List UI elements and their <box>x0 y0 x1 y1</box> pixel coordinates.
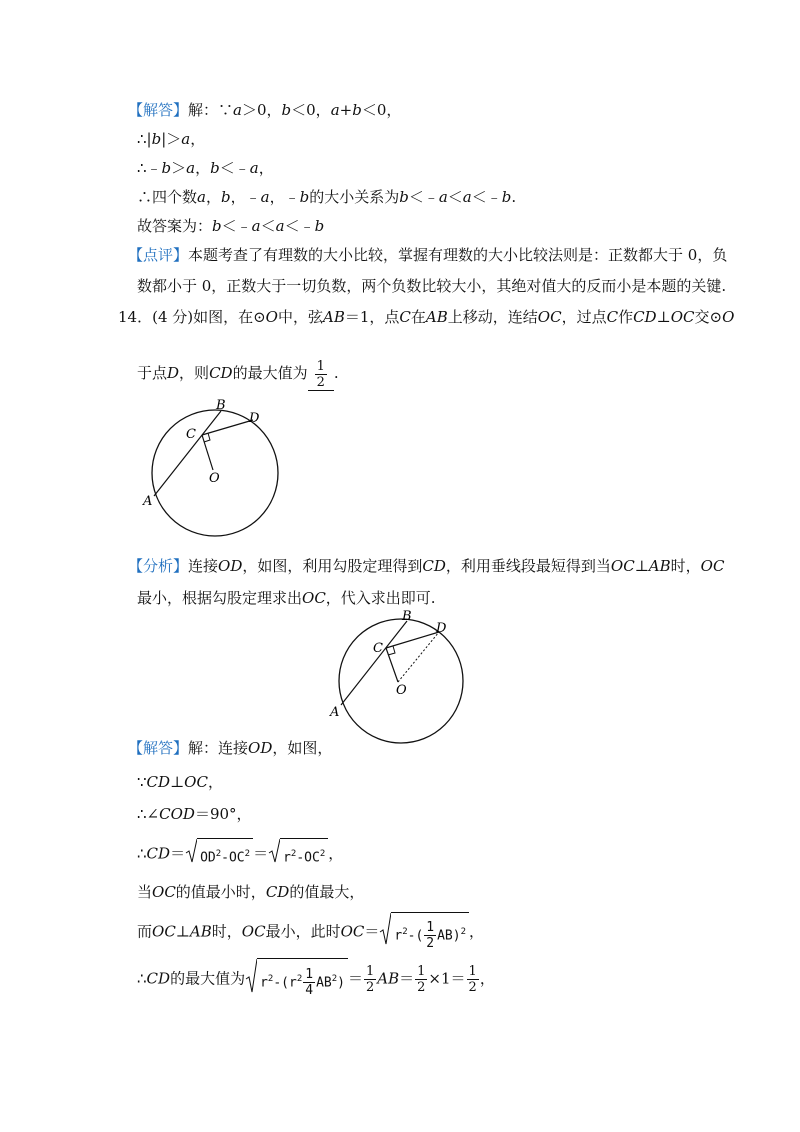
numerator: 1 <box>365 964 375 980</box>
numerator: 1 <box>305 967 314 983</box>
denominator: 2 <box>426 936 435 952</box>
solution2-line-7 <box>137 958 495 1001</box>
text: 上移动，连结 <box>447 308 538 326</box>
text: ＜﹣ <box>471 188 502 206</box>
solution-line-1 <box>128 100 401 120</box>
var: a <box>462 188 472 206</box>
text: ＝90°， <box>194 805 252 823</box>
var: b <box>314 217 325 235</box>
analysis-line-1 <box>128 556 724 576</box>
term: OC <box>304 850 320 866</box>
text: ∴∠ <box>137 805 160 823</box>
var: OC <box>152 883 176 901</box>
solution-line-2 <box>137 129 205 149</box>
var: OC <box>184 773 208 791</box>
text: ， <box>328 844 344 863</box>
var: CD <box>265 883 290 901</box>
analysis-line-2 <box>137 588 436 608</box>
var: b <box>220 188 231 206</box>
solution-line-5 <box>137 216 324 236</box>
text: ＜ <box>260 217 276 235</box>
text: ， <box>469 922 485 941</box>
text: 的最大值为 <box>232 364 308 382</box>
text: 故答案为： <box>137 217 213 235</box>
text: ，则 <box>179 364 210 382</box>
answer-tag: 【解答】 <box>128 101 189 119</box>
text: ∵ <box>137 773 147 791</box>
var: AB <box>648 557 671 575</box>
text: 数都小于 0，正数大于一切负数，两个负数比较大小，其绝对值大的反而小是本题的关键. <box>137 277 727 295</box>
text: ＜ <box>447 188 463 206</box>
label-o: O <box>396 683 407 698</box>
denominator: 4 <box>305 983 314 999</box>
text: 在 <box>410 308 426 326</box>
text: ∴四个数 <box>137 188 198 206</box>
label-d: D <box>436 621 447 636</box>
fraction <box>467 964 479 995</box>
text: ， <box>195 159 211 177</box>
text: ＝ <box>253 844 269 863</box>
text: ＜﹣ <box>219 159 250 177</box>
text: 最小，此时 <box>265 922 341 941</box>
var: AB <box>323 308 345 326</box>
term: r <box>394 928 403 944</box>
solution2-line-4 <box>137 838 343 871</box>
var: a <box>275 217 285 235</box>
denominator: 2 <box>365 980 375 996</box>
var: b <box>281 101 292 119</box>
var: OC <box>537 308 562 326</box>
var: AB <box>425 308 448 326</box>
text: 解：连接 <box>188 739 249 757</box>
segment-oc <box>202 435 213 470</box>
sqrt-expression: $r^2-OC^2$ <box>268 838 328 871</box>
var: AB <box>189 922 212 941</box>
comment-line-2 <box>137 276 726 296</box>
solution2-line-3 <box>137 804 252 824</box>
text: ＜﹣ <box>408 188 439 206</box>
question-14 <box>118 307 734 327</box>
var: CD <box>146 844 171 863</box>
text: 解：∵ <box>188 101 234 119</box>
segment-cd <box>386 632 439 648</box>
segment-cd <box>202 420 253 435</box>
fraction <box>364 964 376 995</box>
solution-line-3 <box>137 158 274 178</box>
comment-tag: 【点评】 <box>128 246 189 264</box>
var: D <box>167 364 180 382</box>
label-c: C <box>186 427 196 442</box>
numerator: 1 <box>468 964 477 980</box>
text: ∴ <box>137 969 147 988</box>
text: 的大小关系为 <box>309 188 400 206</box>
text: ⊥ <box>634 557 649 575</box>
text: ＜﹣ <box>221 217 252 235</box>
var: C <box>399 308 411 326</box>
text: ，利用垂线段最短得到当 <box>445 557 611 575</box>
text: 中，弦 <box>277 308 323 326</box>
text: 的最大值为 <box>170 969 246 988</box>
var: b <box>151 130 162 148</box>
text: ＝1，点 <box>344 308 400 326</box>
text: ＝ <box>347 969 363 988</box>
text: ＝ <box>170 844 186 863</box>
var: a <box>233 101 242 119</box>
text: ，﹣ <box>269 188 300 206</box>
sqrt-expression: $r^2-(r^2$ $\frac{1}{4}$ $AB^2$) <box>245 958 348 1001</box>
text: 作 <box>618 308 634 326</box>
var: CD <box>422 557 446 575</box>
var: CD <box>633 308 657 326</box>
var: CD <box>209 364 233 382</box>
var: AB <box>377 969 400 988</box>
text: |＞ <box>161 130 182 148</box>
var: b <box>399 188 409 206</box>
var: OC <box>302 589 326 607</box>
text: ＞ <box>171 159 187 177</box>
denominator: 2 <box>468 980 477 996</box>
var: a <box>330 101 340 119</box>
text: ＜0， <box>361 101 402 119</box>
term: AB <box>437 928 453 944</box>
text: ∴ <box>137 844 147 863</box>
label-c: C <box>373 641 383 656</box>
text: ⊥ <box>175 922 190 941</box>
label-b: B <box>216 398 226 413</box>
text: ∴﹣ <box>137 159 162 177</box>
text: ＜﹣ <box>284 217 315 235</box>
var: CD <box>146 969 171 988</box>
comment-line-1 <box>128 245 727 265</box>
var: b <box>501 188 512 206</box>
term: r <box>260 975 268 991</box>
numerator: 1 <box>426 920 435 936</box>
denominator: 2 <box>316 374 325 390</box>
text: ，过点 <box>561 308 607 326</box>
text: ∴| <box>137 130 152 148</box>
answer-tag: 【解答】 <box>128 739 189 757</box>
var: COD <box>159 805 195 823</box>
fraction <box>303 967 315 998</box>
var: OC <box>610 557 635 575</box>
text: ⊥ <box>170 773 185 791</box>
circle-o <box>339 619 463 743</box>
term: OD <box>200 850 216 866</box>
fraction <box>415 964 427 995</box>
label-d: D <box>249 411 260 426</box>
segment-od-dashed <box>398 632 439 682</box>
var: C <box>606 308 619 326</box>
text: ，﹣ <box>230 188 261 206</box>
var: CD <box>146 773 171 791</box>
term: r <box>283 850 291 866</box>
text: 14．(4 分)如图，在⊙ <box>118 308 266 326</box>
text: ×1＝ <box>428 969 466 988</box>
text: 时， <box>211 922 242 941</box>
var: a <box>181 130 191 148</box>
var: a <box>197 188 206 206</box>
var: a <box>260 188 270 206</box>
text: ＜0， <box>291 101 331 119</box>
sqrt-expression: $r^2-$( $\frac{1}{2}$ AB)$^2$ <box>379 912 469 953</box>
segment-oc <box>386 648 398 682</box>
solution2-line-2 <box>137 772 223 792</box>
text: + <box>339 101 353 119</box>
analysis-tag: 【分析】 <box>128 557 189 575</box>
text: ，如图， <box>272 739 333 757</box>
var: OC <box>241 922 266 941</box>
text: ， <box>258 159 274 177</box>
term: AB <box>316 975 332 991</box>
text: 当 <box>137 883 153 901</box>
text: ， <box>207 773 223 791</box>
text: ＝ <box>364 922 380 941</box>
var: a <box>186 159 196 177</box>
var: OC <box>700 557 725 575</box>
var: b <box>299 188 310 206</box>
label-b: B <box>402 610 412 624</box>
denominator: 2 <box>417 980 426 996</box>
text: ， <box>205 188 221 206</box>
term: r <box>288 975 297 991</box>
label-o: O <box>209 471 220 486</box>
text: ⊥ <box>656 308 671 326</box>
term: OC <box>228 850 245 866</box>
var: OD <box>218 557 243 575</box>
var: OC <box>670 308 695 326</box>
var: O <box>722 308 735 326</box>
var: a <box>438 188 448 206</box>
fraction <box>315 359 327 390</box>
var: b <box>212 217 222 235</box>
text: ，代入求出即可. <box>325 589 436 607</box>
text: 的值最小时， <box>175 883 266 901</box>
text: 交⊙ <box>694 308 723 326</box>
sqrt-expression: $OD^2-OC^2$ <box>185 838 253 871</box>
label-a: A <box>330 705 340 720</box>
question-14-line-2 <box>137 358 339 391</box>
text: ，如图，利用勾股定理得到 <box>242 557 423 575</box>
var: O <box>265 308 278 326</box>
numerator: 1 <box>417 964 426 980</box>
text: 最小，根据勾股定理求出 <box>137 589 303 607</box>
solution-line-4 <box>137 187 516 207</box>
circle-figure-1 <box>140 395 310 540</box>
var: OC <box>152 922 176 941</box>
numerator: 1 <box>316 358 325 374</box>
circle-figure-2 <box>326 610 476 750</box>
var: OC <box>340 922 365 941</box>
text: 的值最大， <box>289 883 365 901</box>
text: ， <box>479 969 495 988</box>
var: b <box>352 101 362 119</box>
text: . <box>333 364 339 382</box>
fraction <box>424 920 436 951</box>
text: 而 <box>137 922 153 941</box>
answer-blank <box>308 358 334 391</box>
var: b <box>210 159 220 177</box>
solution2-line-1 <box>128 738 332 758</box>
solution2-line-5 <box>137 882 364 902</box>
var: a <box>249 159 259 177</box>
text: ＞0， <box>241 101 282 119</box>
text: ＝ <box>399 969 415 988</box>
text: . <box>511 188 517 206</box>
text: 连接 <box>188 557 219 575</box>
var: a <box>251 217 261 235</box>
solution2-line-6 <box>137 912 484 953</box>
var: b <box>161 159 172 177</box>
text: 于点 <box>137 364 168 382</box>
text: 本题考查了有理数的大小比较，掌握有理数的大小比较法则是：正数都大于 0，负 <box>188 246 728 264</box>
text: ， <box>190 130 206 148</box>
label-a: A <box>143 494 153 509</box>
text: 时， <box>670 557 701 575</box>
var: OD <box>248 739 273 757</box>
